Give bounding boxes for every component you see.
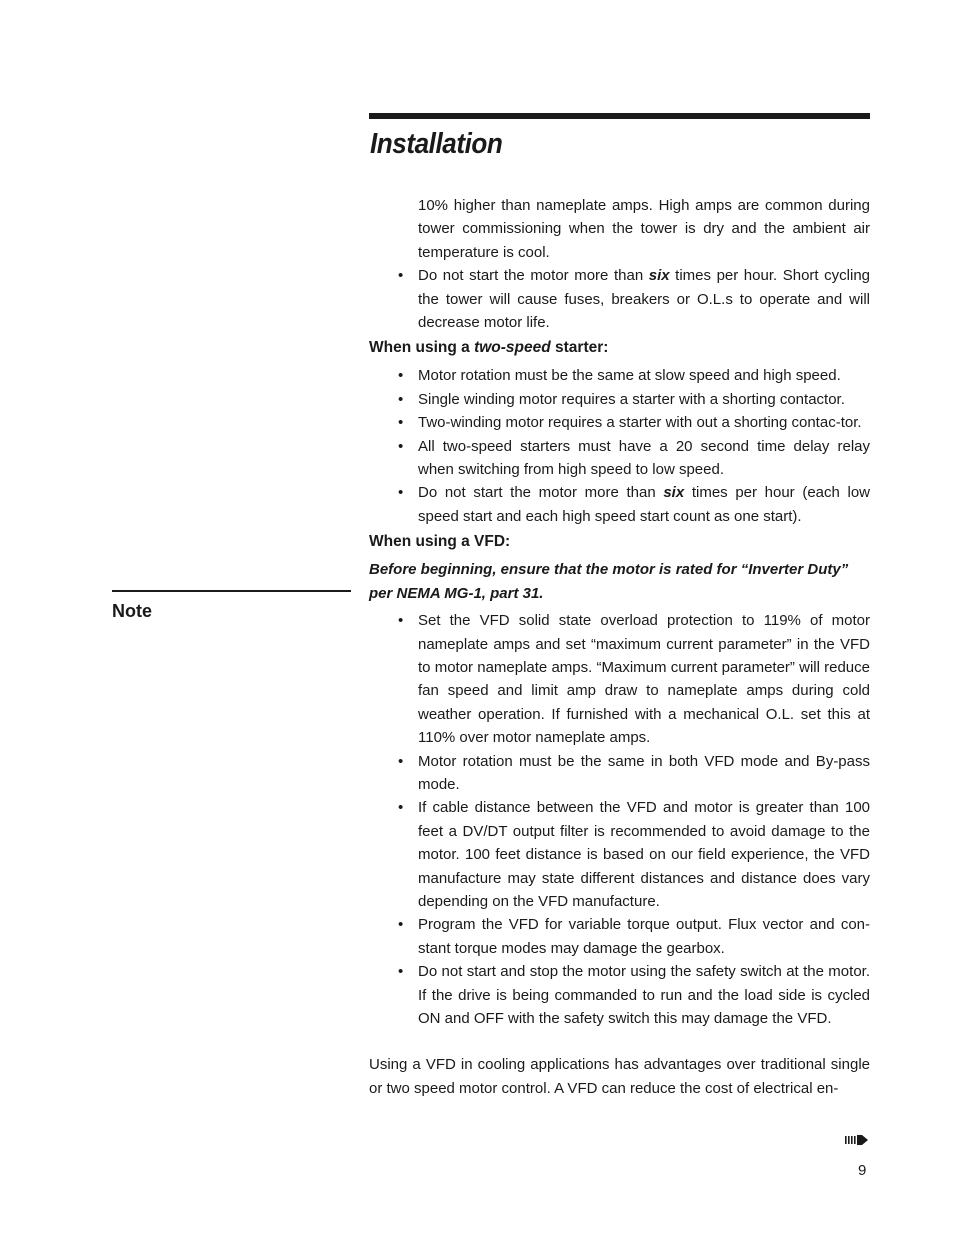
two-speed-bullet-list: [369, 364, 870, 528]
header-rule: [369, 113, 870, 119]
list-item: • Do not start and stop the motor using the safety switch at the motor. If the drive is being commanded to run and the load side is cycled ON and OFF with the safety switch this may damage the VFD.: [369, 960, 870, 1030]
closing-paragraph: Using a VFD in cooling applications has advantages over traditional single or two speed motor control. A VFD can reduce the cost of electrical en-: [369, 1056, 870, 1097]
bullet-icon: •: [398, 367, 404, 385]
intro-paragraph: 10% higher than nameplate amps. High amps are common during tower commissioning when the tower is dry and the ambient air temperature is cool.: [418, 197, 870, 261]
bullet-icon: •: [398, 484, 404, 502]
list-item: • Single winding motor requires a starter with a shorting contactor.: [369, 388, 870, 411]
intro-bullet-list: [369, 264, 870, 334]
list-item: • If cable distance between the VFD and motor is greater than 100 feet a DV/DT output filter is recommended to avoid damage to the motor. 100 feet distance is based on our field experience, the VFD manufacture may state different distances and distance does vary depending on the VFD manufacture.: [369, 796, 870, 913]
bullet-icon: •: [398, 414, 404, 432]
main-content: [369, 194, 870, 1100]
vfd-note: Before beginning, ensure that the motor is rated for “Inverter Duty” per NEMA MG-1, part 31.: [369, 561, 849, 602]
bullet-icon: •: [398, 612, 404, 630]
bullet-icon: •: [398, 916, 404, 934]
list-item: • All two-speed starters must have a 20 second time delay relay when switching from high speed to low speed.: [369, 435, 870, 482]
list-item: • Do not start the motor more than six times per hour. Short cycling the tower will cause fuses, breakers or O.L.s to operate and will decrease motor life.: [369, 264, 870, 334]
list-item: • Motor rotation must be the same at slow speed and high speed.: [369, 364, 870, 387]
page-title: Installation: [370, 128, 503, 160]
list-item: • Set the VFD solid state overload protection to 119% of motor nameplate amps and set “maximum current parameter” in the VFD to motor nameplate amps. “Maximum current parameter” will reduce fan speed and limit amp draw to nameplate amps during cold weather operation. If furnished with a mechanical O.L. set this at 110% over motor nameplate amps.: [369, 609, 870, 749]
page-number: 9: [858, 1162, 867, 1179]
bullet-icon: •: [398, 267, 404, 285]
bullet-icon: •: [398, 963, 404, 981]
continue-arrow-icon: [845, 1133, 869, 1147]
list-item: • Program the VFD for variable torque output. Flux vector and con-stant torque modes may damage the gearbox.: [369, 913, 870, 960]
note-rule: [112, 590, 351, 592]
vfd-bullet-list: [369, 609, 870, 1030]
note-label: Note: [112, 601, 152, 621]
bullet-icon: •: [398, 390, 404, 408]
list-item: • Do not start the motor more than six times per hour (each low speed start and each high speed start count as one start).: [369, 481, 870, 528]
bullet-icon: •: [398, 437, 404, 455]
bullet-icon: •: [398, 799, 404, 817]
list-item: • Motor rotation must be the same in both VFD mode and By-pass mode.: [369, 750, 870, 797]
two-speed-heading: When using a two-speed starter:: [369, 339, 609, 357]
list-item: • Two-winding motor requires a starter with out a shorting contac-tor.: [369, 411, 870, 434]
vfd-heading: When using a VFD:: [369, 533, 511, 551]
bullet-icon: •: [398, 752, 404, 770]
